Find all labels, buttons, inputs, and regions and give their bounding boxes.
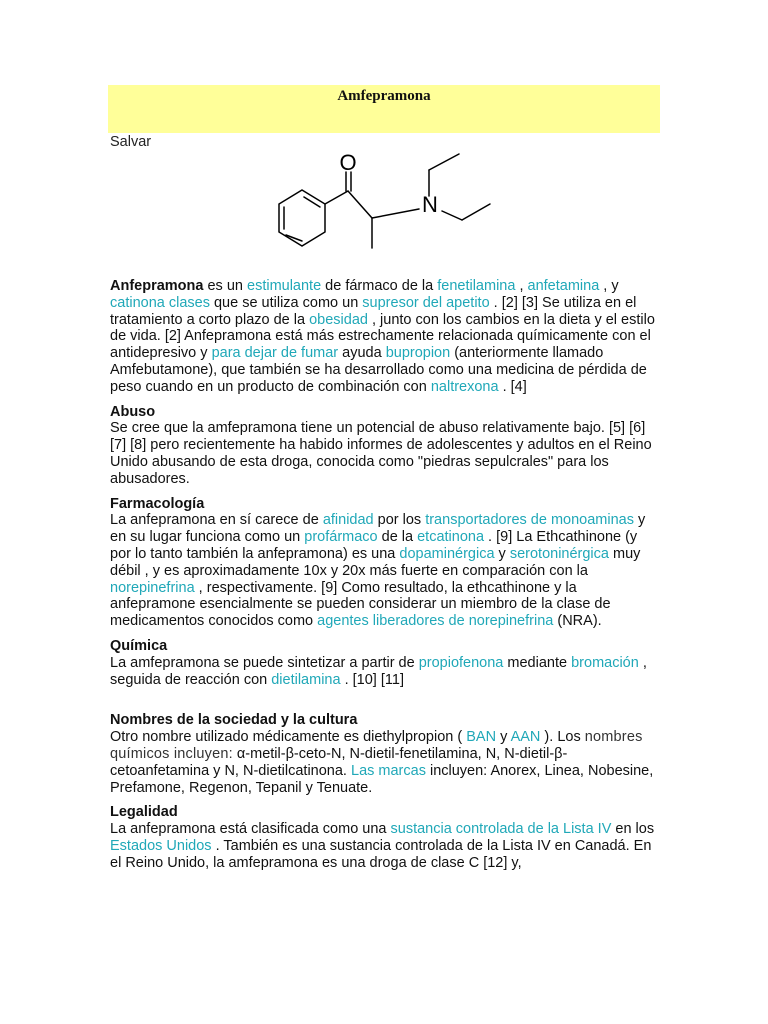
text-span: de la — [377, 529, 418, 546]
link-obesidad[interactable]: obesidad — [309, 311, 368, 328]
text-span: , — [515, 278, 528, 294]
text-span: . [9] La Ethcathinone (y por lo tanto también la anfepramona) es una — [110, 529, 638, 562]
text-span: que se utiliza como un — [209, 294, 363, 311]
heading-abuso: Abuso — [110, 403, 156, 420]
text-span: Otro nombre utilizado médicamente es diethylpropion ( — [110, 729, 467, 746]
link-ban[interactable]: BAN — [466, 729, 497, 746]
molecule-structure — [262, 148, 502, 260]
text-span: La amfepramona se puede sintetizar a partir de — [110, 654, 419, 671]
text-span: mediante — [503, 654, 572, 671]
heading-legalidad: Legalidad — [110, 804, 178, 821]
benzene-ring — [279, 190, 325, 246]
text-span: La anfepramona en sí carece de — [110, 512, 323, 529]
link-anfetamina[interactable]: anfetamina — [527, 278, 600, 294]
section-abuso — [110, 404, 658, 488]
text-span: , respectivamente. [9] Como resultado, la ethcathinone y la anfepramone esencialmente se pueden considerar un miembro de la clase de medicamentos conocidos como — [110, 579, 611, 630]
oxygen-atom: O — [339, 150, 357, 175]
link-afinidad[interactable]: afinidad — [322, 512, 374, 529]
section-quimica — [110, 638, 658, 688]
text-span: de fármaco de la — [321, 278, 438, 294]
link-dietilamina[interactable]: dietilamina — [271, 671, 341, 688]
link-bromacion[interactable]: bromación — [571, 654, 639, 671]
section-legalidad — [110, 804, 658, 871]
farmacologia-text — [110, 512, 658, 630]
text-span: ayuda — [338, 345, 386, 362]
link-dopaminergica[interactable]: dopaminérgica — [399, 545, 495, 562]
link-para-dejar-de-fumar[interactable]: para dejar de fumar — [211, 345, 339, 362]
section-nombres — [110, 712, 658, 796]
link-bupropion[interactable]: bupropion — [385, 345, 451, 362]
text-span: . [2] [3] Se utiliza en el tratamiento a corto plazo de la — [110, 294, 637, 328]
link-naltrexona[interactable]: naltrexona — [430, 378, 499, 395]
text-span: (NRA). — [553, 613, 602, 630]
text-span: α-metil-β-ceto-N, N-dietil-fenetilamina, N, N-dietil-β-cetoanfetamina y N, N-dietilcatinona. — [110, 745, 568, 779]
link-sustancia-controlada[interactable]: sustancia controlada de la Lista IV — [390, 821, 612, 838]
save-link[interactable]: Salvar — [110, 134, 152, 150]
text-span: nombres químicos incluyen: — [110, 729, 643, 762]
link-catinona-clases[interactable]: catinona clases — [110, 294, 210, 311]
text-span: por los — [373, 512, 426, 529]
text-span: , junto con los cambios en la dieta y el estilo de vida. [2] Anfepramona está más estrechamente relacionada químicamente con el antidepresivo y — [110, 311, 655, 362]
intro-paragraph — [110, 278, 658, 396]
article-body — [110, 278, 658, 872]
link-las-marcas[interactable]: Las marcas — [351, 762, 426, 779]
link-fenetilamina[interactable]: fenetilamina — [437, 278, 516, 294]
text-span: incluyen: Anorex, Linea, Nobesine, Prefamone, Regenon, Tepanil y Tenuate. — [110, 762, 654, 796]
text-span: , seguida de reacción con — [110, 654, 647, 688]
text-span: ). Los — [540, 729, 585, 746]
heading-nombres: Nombres de la sociedad y la cultura — [110, 712, 358, 729]
text-span: . [4] — [498, 378, 527, 395]
heading-quimica: Química — [110, 637, 168, 654]
quimica-text — [110, 655, 658, 689]
text-span: La anfepramona está clasificada como una — [110, 821, 391, 838]
link-aan[interactable]: AAN — [510, 729, 541, 746]
nitrogen-atom: N — [422, 192, 438, 217]
text-span: , y — [599, 278, 619, 294]
link-supresor-apetito[interactable]: supresor del apetito — [362, 294, 490, 311]
link-transportadores-monoaminas[interactable]: transportadores de monoaminas — [425, 512, 634, 529]
text-span: muy débil , y es aproximadamente 10x y 20x más fuerte en comparación con la — [110, 545, 641, 579]
section-farmacologia — [110, 496, 658, 630]
page-title: Amfepramona — [337, 88, 431, 104]
abuso-text: Se cree que la amfepramona tiene un potencial de abuso relativamente bajo. [5] [6] [7] [8] pero recientemente ha habido informes de adolescentes y adultos en el Reino Unido abusando de esta droga, conocida como "piedras sepulcrales" para los abusadores. — [110, 420, 652, 487]
title-banner — [108, 85, 660, 133]
intro-term: Anfepramona — [110, 278, 204, 294]
text-span: y — [494, 545, 510, 562]
text-span: es un — [203, 278, 247, 294]
link-estimulante[interactable]: estimulante — [247, 278, 322, 294]
text-span: . [10] [11] — [340, 671, 404, 688]
text-span: . También es una sustancia controlada de la Lista IV en Canadá. En el Reino Unido, la amfepramona es una droga de clase C [12] y, — [110, 837, 652, 871]
link-serotoninergica[interactable]: serotoninérgica — [509, 545, 609, 562]
link-profarmaco[interactable]: profármaco — [304, 529, 378, 546]
link-estados-unidos[interactable]: Estados Unidos — [110, 837, 212, 854]
link-etcatinona[interactable]: etcatinona — [417, 529, 485, 546]
text-span: en los — [611, 821, 655, 838]
text-span: (anteriormente llamado Amfebutamone), que también se ha desarrollado como una medicina de pérdida de peso cuando en un producto de combinación con — [110, 345, 647, 395]
link-propiofenona[interactable]: propiofenona — [418, 654, 504, 671]
text-span: y — [496, 729, 511, 746]
text-span: y en su lugar funciona como un — [110, 512, 646, 546]
heading-farmacologia: Farmacología — [110, 495, 205, 512]
nombres-text — [110, 729, 658, 796]
link-norepinefrina[interactable]: norepinefrina — [110, 579, 195, 596]
legalidad-text — [110, 821, 658, 871]
link-agentes-liberadores[interactable]: agentes liberadores de norepinefrina — [317, 613, 554, 630]
